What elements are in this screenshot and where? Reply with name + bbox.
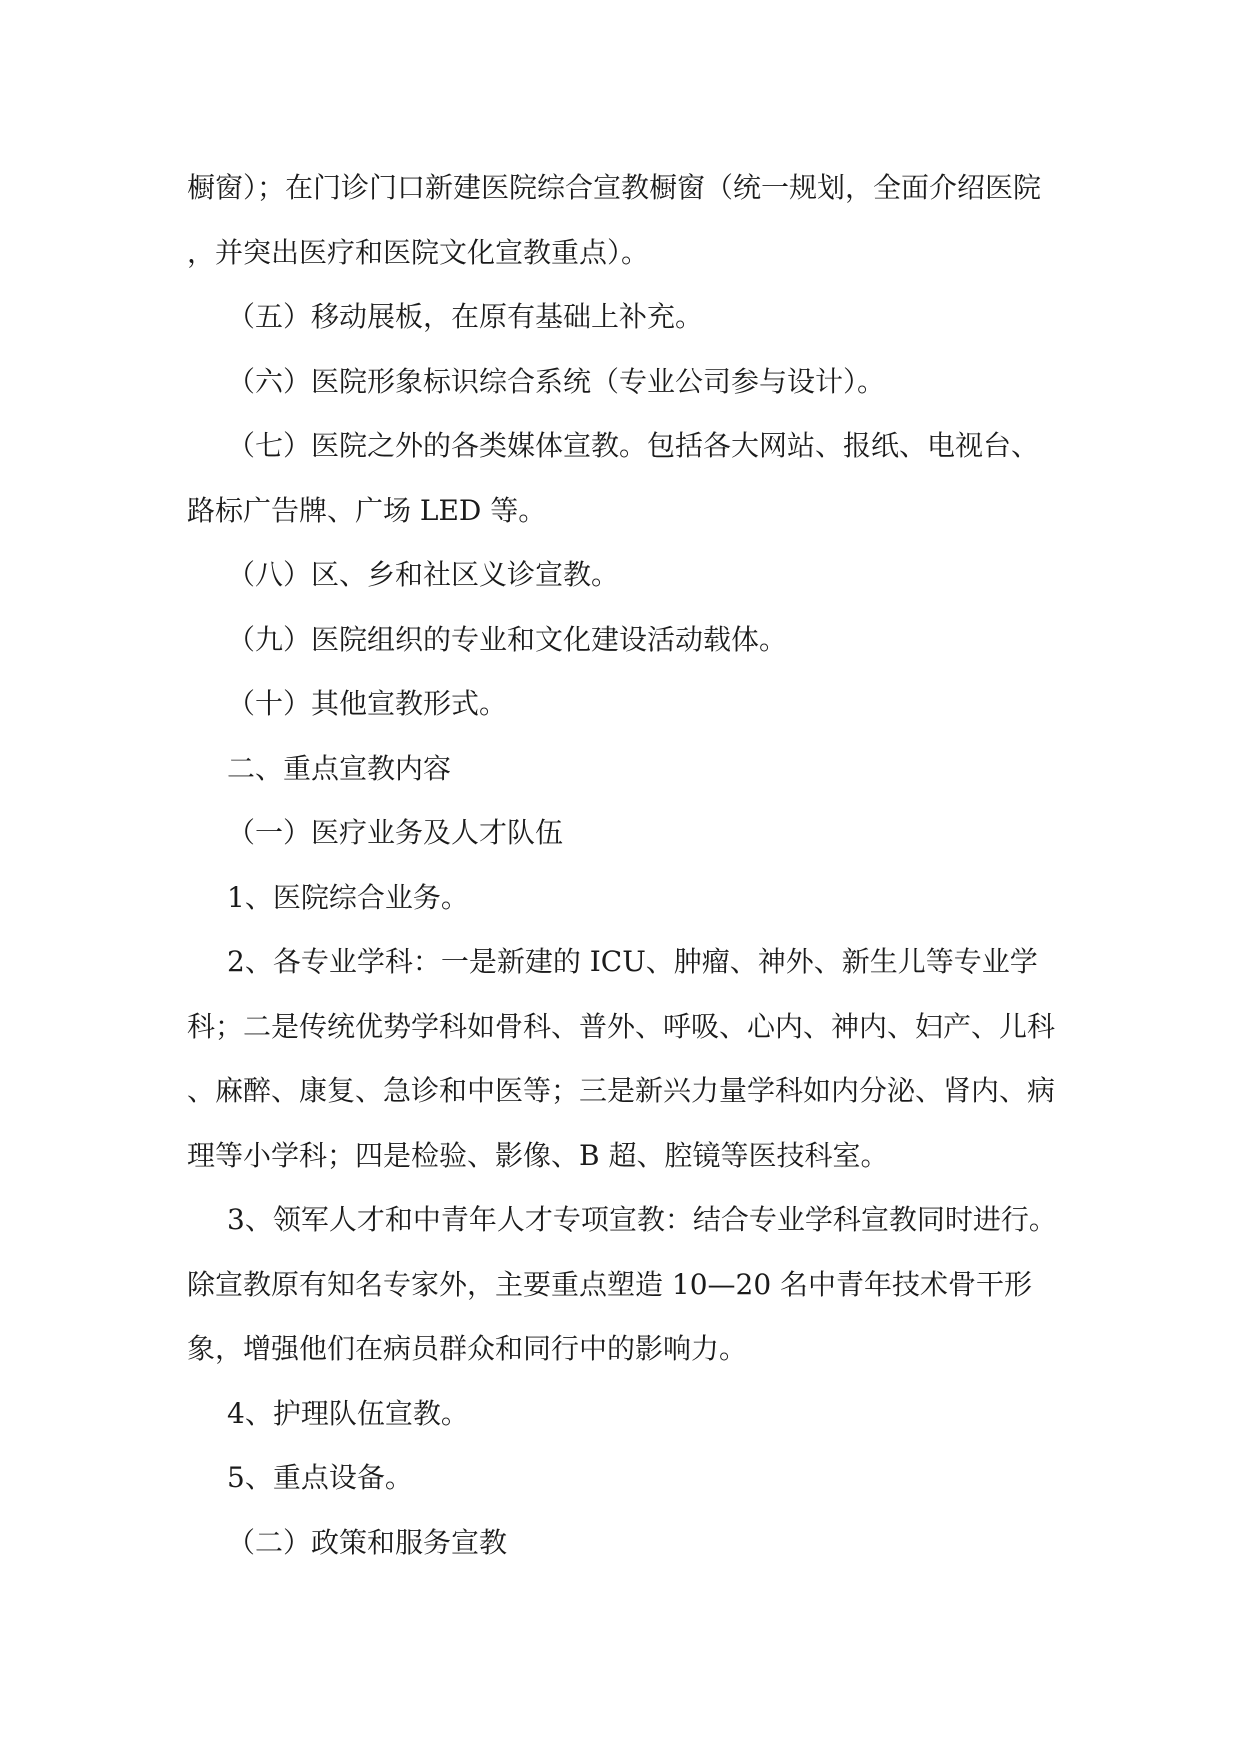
list-item-specialties: 2、各专业学科：一是新建的 ICU、肿瘤、神外、新生儿等专业学科；二是传统优势学科如骨科、普外、呼吸、心内、神内、妇产、儿科、麻醉、康复、急诊和中医等；三是新兴力量学科如内分泌、肾内、病理等小学科；四是检验、影像、B 超、腔镜等医技科室。 [187,945,1056,1172]
paragraph-continued-window-display: 橱窗）；在门诊门口新建医院综合宣教橱窗（统一规划，全面介绍医院，并突出医疗和医院文化宣教重点）。 [187,171,1042,269]
document-body [187,156,1057,1575]
section-heading-key-content: 二、重点宣教内容 [227,751,452,785]
list-item-comprehensive-business: 1、医院综合业务。 [227,880,469,914]
paragraph-hospital-identity-system: （六）医院形象标识综合系统（专业公司参与设计）。 [227,364,886,398]
paragraph-other-forms: （十）其他宣教形式。 [227,687,508,720]
list-item-nursing-team: 4、护理队伍宣教。 [227,1396,469,1430]
paragraph-activity-carriers: （九）医院组织的专业和文化建设活动载体。 [227,622,788,656]
paragraph-mobile-display-boards: （五）移动展板，在原有基础上补充。 [227,300,704,333]
paragraph-external-media: （七）医院之外的各类媒体宣教。包括各大网站、报纸、电视台、路标广告牌、广场 LED 等。 [187,429,1040,527]
subsection-heading-policy-service: （二）政策和服务宣教 [227,1525,508,1559]
list-item-key-equipment: 5、重点设备。 [227,1461,413,1494]
subsection-heading-medical-talent: （一）医疗业务及人才队伍 [227,816,564,849]
list-item-talent-promotion: 3、领军人才和中青年人才专项宣教：结合专业学科宣教同时进行。除宣教原有知名专家外，主要重点塑造 10—20 名中青年技术骨干形象，增强他们在病员群众和同行中的影响力。 [187,1203,1057,1365]
paragraph-free-clinic-outreach: （八）区、乡和社区义诊宣教。 [227,558,620,591]
